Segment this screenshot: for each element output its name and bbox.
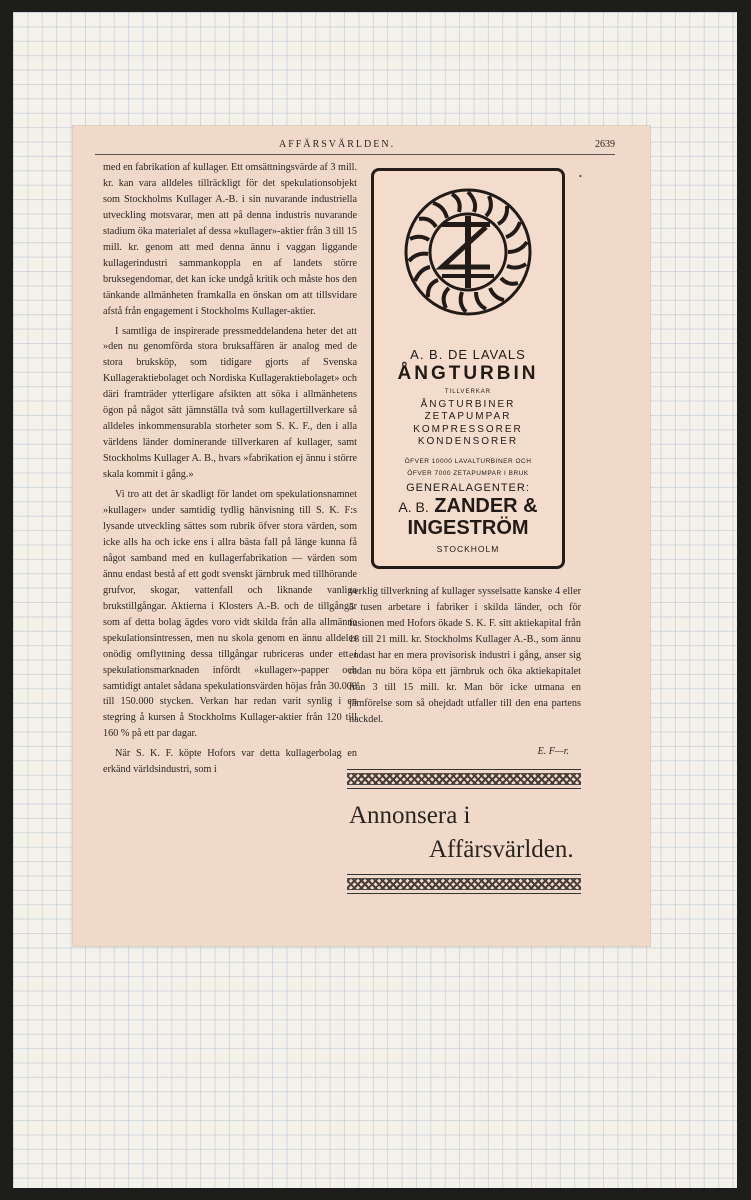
- ad-agent-line-1: [374, 495, 562, 518]
- ad-installed-base: [374, 456, 562, 480]
- scrapbook-page: [13, 12, 737, 1188]
- article-right-column: [349, 584, 581, 728]
- ad-agent-name-2: INGESTRÖM: [407, 517, 529, 539]
- newspaper-clipping: [73, 126, 650, 946]
- speck: •: [579, 172, 582, 181]
- article-left-column: [103, 160, 357, 782]
- lavals-turbine-logo-icon: [389, 187, 547, 317]
- ad-product-list: [374, 399, 562, 449]
- ad-product: ÅNGTURBINER: [420, 399, 516, 410]
- ad-company-line: A. B. DE LAVALS: [410, 347, 526, 362]
- ad-makes-label: TILLVERKAR: [444, 389, 492, 395]
- ad-small-line: ÖFVER 7000 ZETAPUMPAR I BRUK: [407, 470, 529, 477]
- ad-agent-name-1: ZANDER &: [434, 495, 538, 517]
- ad-product: ZETAPUMPAR: [424, 411, 512, 423]
- ad-product: KOMPRESSORER: [413, 423, 523, 435]
- ad-small-line: ÖFVER 10000 LAVALTURBINER OCH: [404, 458, 532, 465]
- paragraph: När S. K. F. köpte Hofors var detta kullagerbolag en erkänd världsindustri, som i: [103, 748, 357, 776]
- paragraph: verklig tillverkning af kullager sysselsatte kanske 4 eller 5 tusen arbetare i fabriker i skilda länder, och för fusionen med Hofors ökade S. K. F. sitt aktiekapital från 18 till 21 mill. kr. Stockholms Kullager A.-B., som ännu endast har en mera provisorisk industri i gång, anser sig redan nu böra köpa ett järnbruk och öka aktiekapitalet från 3 till 15 mill. kr. Man bör icke utmana en jämförelse som så ohejdadt utfaller till den ena partens nackdel.: [349, 586, 581, 725]
- ad-city: STOCKHOLM: [436, 544, 500, 554]
- ad-agents-label: GENERALAGENTER:: [406, 482, 530, 494]
- page-header: [95, 134, 615, 155]
- page-number: 2639: [595, 139, 615, 150]
- paragraph: med en fabrikation af kullager. Ett omsättningsvärde af 3 mill. kr. kan vara alldeles tillräckligt för det spekulationsobjekt som Stockholms Kullager A.-B. i sin nuvarande industriella utveckling motsvarar, men att på denna industris nuvarande stadium öka materialet af dessa »kullager»-aktier från 3 till 15 mill. kr. genom att med denna ännu i vaggan liggande kullagerindustri sammankoppla en af landets större bruksegendomar, det kan icke undgå kritik och måste hos den tänkande allmänheten framkalla en önskan om att tillsvidare afstå från engagement i Stockholms Kullager-aktier.: [103, 162, 357, 317]
- paragraph: Vi tro att det är skadligt för landet om spekulationsnamnet »kullager» under samtidig tydlig hänvisning till S. K. F:s lysande utveckling sättes som rubrik öfver stora värden, som icke alls ha och icke ens i allra bästa fall på länge kunna få något samband med en kullagerfabrikation — värden som ännu endast bestå af ett godt svenskt järnbruk med tillhörande grufvor, skogar, vattenfall och liknande vanliga brukstillgångar. Aktierna i Klosters A.-B. och de tillgångar som af detta bolag ägdes voro vidt skilda från alla allmänna spekulationsintressen, men nu skola genom en ännu alldeles onödig omflyttning dessa tillgångar rubriceras under ett i spekulationsmarknaden infördt »kullager»-papper och samtidigt antalet sådana spekulationsvärden höjas från 30.000 till 150.000 stycken. Verkan har redan varit synlig i en stegring å kursen å Stockholms Kullager-aktier från 120 till 160 % på ett par dagar.: [103, 489, 357, 740]
- paragraph: I samtliga de inspirerade pressmeddelandena heter det att »den nu genomförda stora bruksaffären är analog med de stora bruksköp, som tidigare gjorts af Svenska Kullageraktiebolaget och Nordiska Kullageraktiebolaget» och däri framträder ytterligare afsikten att söka i allmänhetens ögon på något sätt jämnställa två som kullagertillverkare så alldeles inkommensurabla storheter som S. K. F., den i alla världens länder dominerande tillverkaren af kullager, samt Stockholms Kullager A. B., hvars »fabrikation ej ännu i större skala kommit i gång.»: [103, 325, 357, 481]
- ornamental-rule: [347, 874, 581, 894]
- ornamental-rule: [347, 769, 581, 789]
- lavals-advertisement: [371, 168, 565, 569]
- ad-agent-prefix: A. B.: [398, 499, 429, 515]
- ad-company-name: ÅNGTURBIN: [397, 363, 539, 384]
- publication-title: AFFÄRSVÄRLDEN.: [279, 139, 396, 150]
- promo-line-1: Annonsera i: [349, 802, 471, 829]
- ad-product: KONDENSORER: [417, 436, 519, 448]
- promo-line-2: Affärsvärlden.: [429, 836, 574, 863]
- author-signature: E. F—r.: [537, 746, 569, 757]
